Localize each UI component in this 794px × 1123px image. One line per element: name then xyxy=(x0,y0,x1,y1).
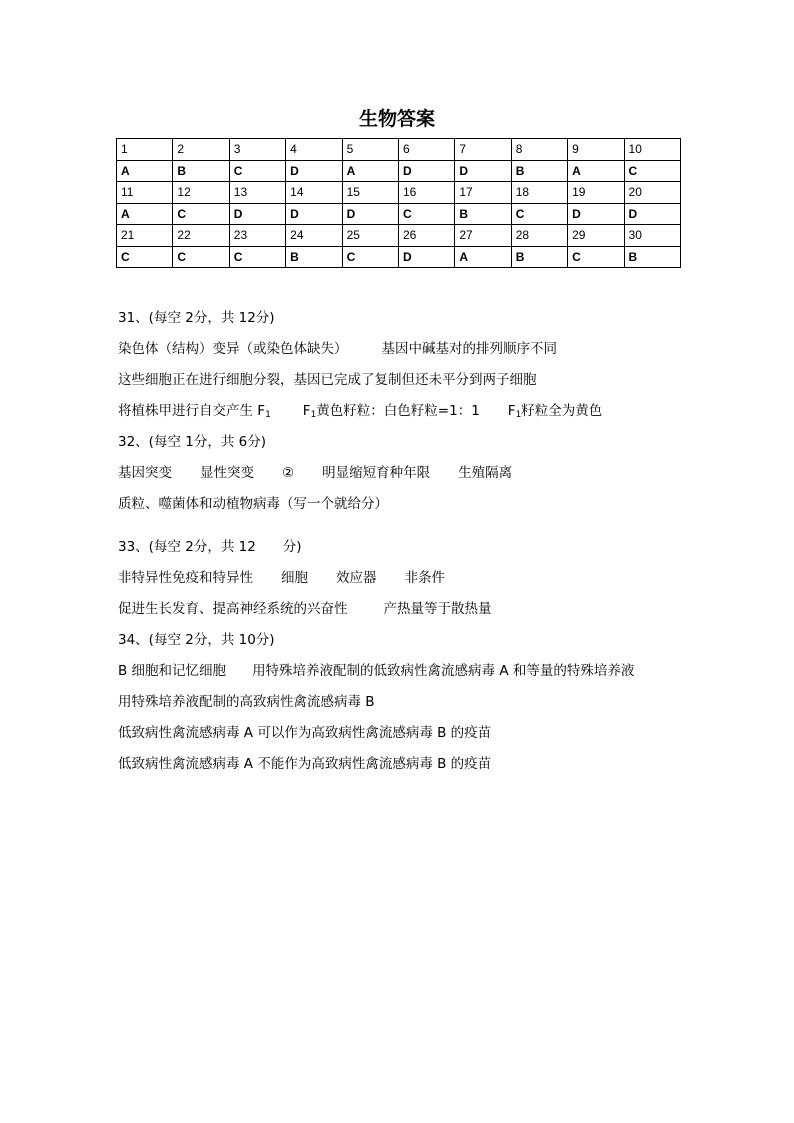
table-cell: 29 xyxy=(568,225,624,247)
q32-answer-6: 质粒、噬菌体和动植物病毒（写一个就给分） xyxy=(118,496,388,512)
table-row-answers xyxy=(117,160,681,182)
table-cell: D xyxy=(286,203,342,225)
table-cell: B xyxy=(624,246,680,268)
table-cell: 12 xyxy=(173,182,229,204)
q33-answer-4: 非条件 xyxy=(404,570,445,586)
table-cell: B xyxy=(286,246,342,268)
table-cell: 9 xyxy=(568,139,624,161)
table-row-numbers xyxy=(117,139,681,161)
table-cell: A xyxy=(568,160,624,182)
q31-heading: 31、(每空 2分，共 12分) xyxy=(118,310,275,326)
table-cell: B xyxy=(511,246,567,268)
table-cell: D xyxy=(624,203,680,225)
table-cell: C xyxy=(624,160,680,182)
q32-answer-1: 基因突变 xyxy=(118,465,172,481)
table-cell: 5 xyxy=(342,139,398,161)
q33-answer-5: 促进生长发育、提高神经系统的兴奋性 xyxy=(118,601,348,617)
table-cell: A xyxy=(342,160,398,182)
q32-answer-4: 明显缩短育种年限 xyxy=(322,465,431,481)
table-cell: 19 xyxy=(568,182,624,204)
table-cell: C xyxy=(398,203,454,225)
table-cell: A xyxy=(455,246,511,268)
q32-answer-2: 显性突变 xyxy=(200,465,254,481)
table-cell: C xyxy=(173,203,229,225)
table-cell: 8 xyxy=(511,139,567,161)
table-cell: D xyxy=(455,160,511,182)
q31-line-3 xyxy=(118,399,602,420)
table-cell: 23 xyxy=(229,225,285,247)
table-cell: B xyxy=(455,203,511,225)
q31-answer-6: $F_1$籽粒全为黄色 xyxy=(507,403,603,420)
table-cell: 25 xyxy=(342,225,398,247)
table-cell: 13 xyxy=(229,182,285,204)
table-cell: 18 xyxy=(511,182,567,204)
table-cell: 2 xyxy=(173,139,229,161)
q31-answer-3: 这些细胞正在进行细胞分裂，基因已完成了复制但还未平分到两子细胞 xyxy=(118,372,537,388)
table-cell: 16 xyxy=(398,182,454,204)
table-cell: 7 xyxy=(455,139,511,161)
table-cell: 3 xyxy=(229,139,285,161)
table-row-numbers xyxy=(117,225,681,247)
table-cell: 26 xyxy=(398,225,454,247)
q32-answer-3: ② xyxy=(282,465,295,481)
q34-line-1 xyxy=(118,659,634,679)
table-cell: 22 xyxy=(173,225,229,247)
table-cell: C xyxy=(342,246,398,268)
table-cell: 10 xyxy=(624,139,680,161)
table-row-answers xyxy=(117,203,681,225)
q31-answer-4: 将植株甲进行自交产生 $F_1$ xyxy=(118,403,271,420)
q34-answer-2: 用特殊培养液配制的低致病性禽流感病毒 A 和等量的特殊培养液 xyxy=(252,663,635,679)
table-cell: D xyxy=(568,203,624,225)
q32-answer-5: 生殖隔离 xyxy=(458,465,513,481)
table-cell: 24 xyxy=(286,225,342,247)
table-cell: C xyxy=(173,246,229,268)
q33-line-1 xyxy=(118,566,445,586)
q31-answer-5: $F_1$黄色籽粒：白色籽粒=1：1 xyxy=(302,403,480,420)
q31-line-1 xyxy=(118,337,557,357)
table-cell: 1 xyxy=(117,139,173,161)
q33-answer-1: 非特异性免疫和特异性 xyxy=(118,570,253,586)
table-cell: B xyxy=(173,160,229,182)
table-row-answers xyxy=(117,246,681,268)
table-cell: C xyxy=(229,246,285,268)
table-cell: A xyxy=(117,203,173,225)
table-cell: C xyxy=(511,203,567,225)
q33-answer-3: 效应器 xyxy=(336,570,377,586)
q33-answer-2: 细胞 xyxy=(281,570,308,586)
q33-line-2 xyxy=(118,597,492,617)
table-cell: C xyxy=(568,246,624,268)
table-cell: 4 xyxy=(286,139,342,161)
q34-answer-5: 低致病性禽流感病毒 A 不能作为高致病性禽流感病毒 B 的疫苗 xyxy=(118,756,492,772)
table-cell: 17 xyxy=(455,182,511,204)
table-cell: 30 xyxy=(624,225,680,247)
table-cell: 15 xyxy=(342,182,398,204)
table-cell: A xyxy=(117,160,173,182)
table-cell: 20 xyxy=(624,182,680,204)
q34-answer-4: 低致病性禽流感病毒 A 可以作为高致病性禽流感病毒 B 的疫苗 xyxy=(118,725,492,741)
q32-line-1 xyxy=(118,461,512,481)
table-cell: 21 xyxy=(117,225,173,247)
q33-heading: 33、(每空 2分，共 12 分) xyxy=(118,539,302,555)
q34-answer-3: 用特殊培养液配制的高致病性禽流感病毒 B xyxy=(118,694,375,710)
table-row-numbers xyxy=(117,182,681,204)
table-cell: D xyxy=(342,203,398,225)
table-cell: C xyxy=(229,160,285,182)
q31-answer-2: 基因中碱基对的排列顺序不同 xyxy=(381,341,557,357)
table-cell: C xyxy=(117,246,173,268)
q34-answer-1: B 细胞和记忆细胞 xyxy=(118,663,227,679)
q32-heading: 32、(每空 1分，共 6分) xyxy=(118,434,266,450)
answer-table xyxy=(116,138,681,268)
table-cell: 6 xyxy=(398,139,454,161)
table-cell: D xyxy=(398,246,454,268)
table-cell: 14 xyxy=(286,182,342,204)
table-cell: 11 xyxy=(117,182,173,204)
table-cell: B xyxy=(511,160,567,182)
table-cell: 27 xyxy=(455,225,511,247)
q33-answer-6: 产热量等于散热量 xyxy=(383,601,492,617)
q34-heading: 34、(每空 2分，共 10分) xyxy=(118,632,275,648)
table-cell: D xyxy=(286,160,342,182)
page-title: 生物答案 xyxy=(358,108,435,130)
q31-answer-1: 染色体（结构）变异（或染色体缺失） xyxy=(118,341,348,357)
table-cell: D xyxy=(398,160,454,182)
table-cell: D xyxy=(229,203,285,225)
table-cell: 28 xyxy=(511,225,567,247)
